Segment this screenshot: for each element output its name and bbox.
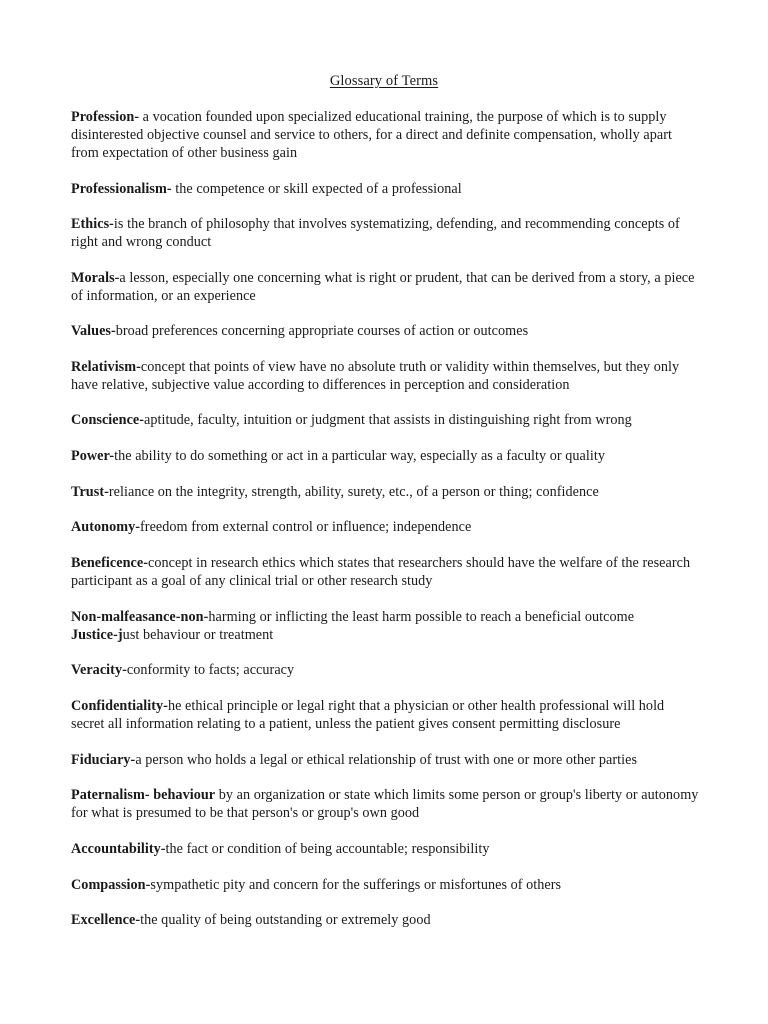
glossary-entry-non-malfeasance [71,608,701,626]
term-definition: by an organization or state which limits some person or group's liberty or autonomy for what is presumed to be that person's or group's own good [71,787,699,821]
term-label: Values- [71,323,116,339]
term-definition: reliance on the integrity, strength, ability, surety, etc., of a person or thing; confidence [108,484,599,500]
term-label: Excellence- [71,912,141,928]
glossary-entry-power [71,447,701,465]
term-label: Morals- [71,270,120,286]
term-label: Ethics- [71,216,114,232]
term-label: Profession- [71,109,140,125]
term-label: Power- [71,448,115,464]
term-label: Trust- [71,484,109,500]
term-definition: the competence or skill expected of a professional [171,181,462,197]
term-definition: a vocation founded upon specialized educational training, the purpose of which is to supply disinterested objective counsel and service to others, for a direct and definite compensation, wholly apart from expectation of other business gain [71,109,673,161]
glossary-entry-values [71,322,701,340]
term-definition: aptitude, faculty, intuition or judgment that assists in distinguishing right from wrong [144,412,632,428]
glossary-entry-justice [71,626,701,644]
glossary-entry-morals [71,269,701,305]
term-definition: a person who holds a legal or ethical relationship of trust with one or more other parties [135,752,638,768]
term-definition: freedom from external control or influence; independence [140,519,472,535]
glossary-entry-professionalism [71,180,701,198]
glossary-entry-beneficence [71,554,701,590]
term-definition: broad preferences concerning appropriate courses of action or outcomes [115,323,529,339]
term-label: Autonomy- [71,519,141,535]
term-definition: the ability to do something or act in a particular way, especially as a faculty or quality [114,448,606,464]
term-label: Paternalism- behaviour [71,787,216,803]
glossary-entry-conscience [71,411,701,429]
glossary-entry-relativism [71,358,701,394]
glossary-entry-profession [71,108,701,162]
term-label: Confidentiality- [71,698,168,714]
glossary-entry-confidentiality [71,697,701,733]
glossary-entry-accountability [71,840,701,858]
term-label: Justice-j [71,627,123,643]
term-label: Conscience- [71,412,145,428]
term-definition: concept in research ethics which states that researchers should have the welfare of the research participant as a goal of any clinical trial or other research study [71,555,691,589]
term-label: Professionalism- [71,181,172,197]
glossary-entry-paternalism [71,786,701,822]
glossary-entry-excellence [71,911,701,929]
term-label: Non-malfeasance-non- [71,609,209,625]
term-label: Relativism- [71,359,141,375]
term-definition: is the branch of philosophy that involves systematizing, defending, and recommending concepts of right and wrong conduct [71,216,680,250]
term-definition: he ethical principle or legal right that a physician or other health professional will hold secret all information relating to a patient, unless the patient gives consent permitting disclosure [71,698,665,732]
glossary-entry-autonomy [71,518,701,536]
glossary-entry-compassion [71,876,701,894]
term-label: Accountability- [71,841,166,857]
glossary-entry-trust [71,483,701,501]
document-title: Glossary of Terms [329,73,439,89]
glossary-entry-fiduciary [71,751,701,769]
term-definition: harming or inflicting the least harm possible to reach a beneficial outcome [208,609,635,625]
term-definition: the quality of being outstanding or extremely good [140,912,431,928]
term-label: Fiduciary- [71,752,136,768]
term-definition: concept that points of view have no absolute truth or validity within themselves, but they only have relative, subjective value according to differences in perception and consideration [71,359,680,393]
term-definition: ust behaviour or treatment [122,627,274,643]
term-label: Beneficence- [71,555,149,571]
term-definition: conformity to facts; accuracy [126,662,295,678]
term-label: Compassion- [71,877,151,893]
term-definition: the fact or condition of being accountable; responsibility [165,841,490,857]
glossary-entry-veracity [71,661,701,679]
term-definition: a lesson, especially one concerning what is right or prudent, that can be derived from a story, a piece of information, or an experience [71,270,695,304]
term-label: Veracity- [71,662,127,678]
term-definition: sympathetic pity and concern for the sufferings or misfortunes of others [150,877,562,893]
glossary-entry-ethics [71,215,701,251]
